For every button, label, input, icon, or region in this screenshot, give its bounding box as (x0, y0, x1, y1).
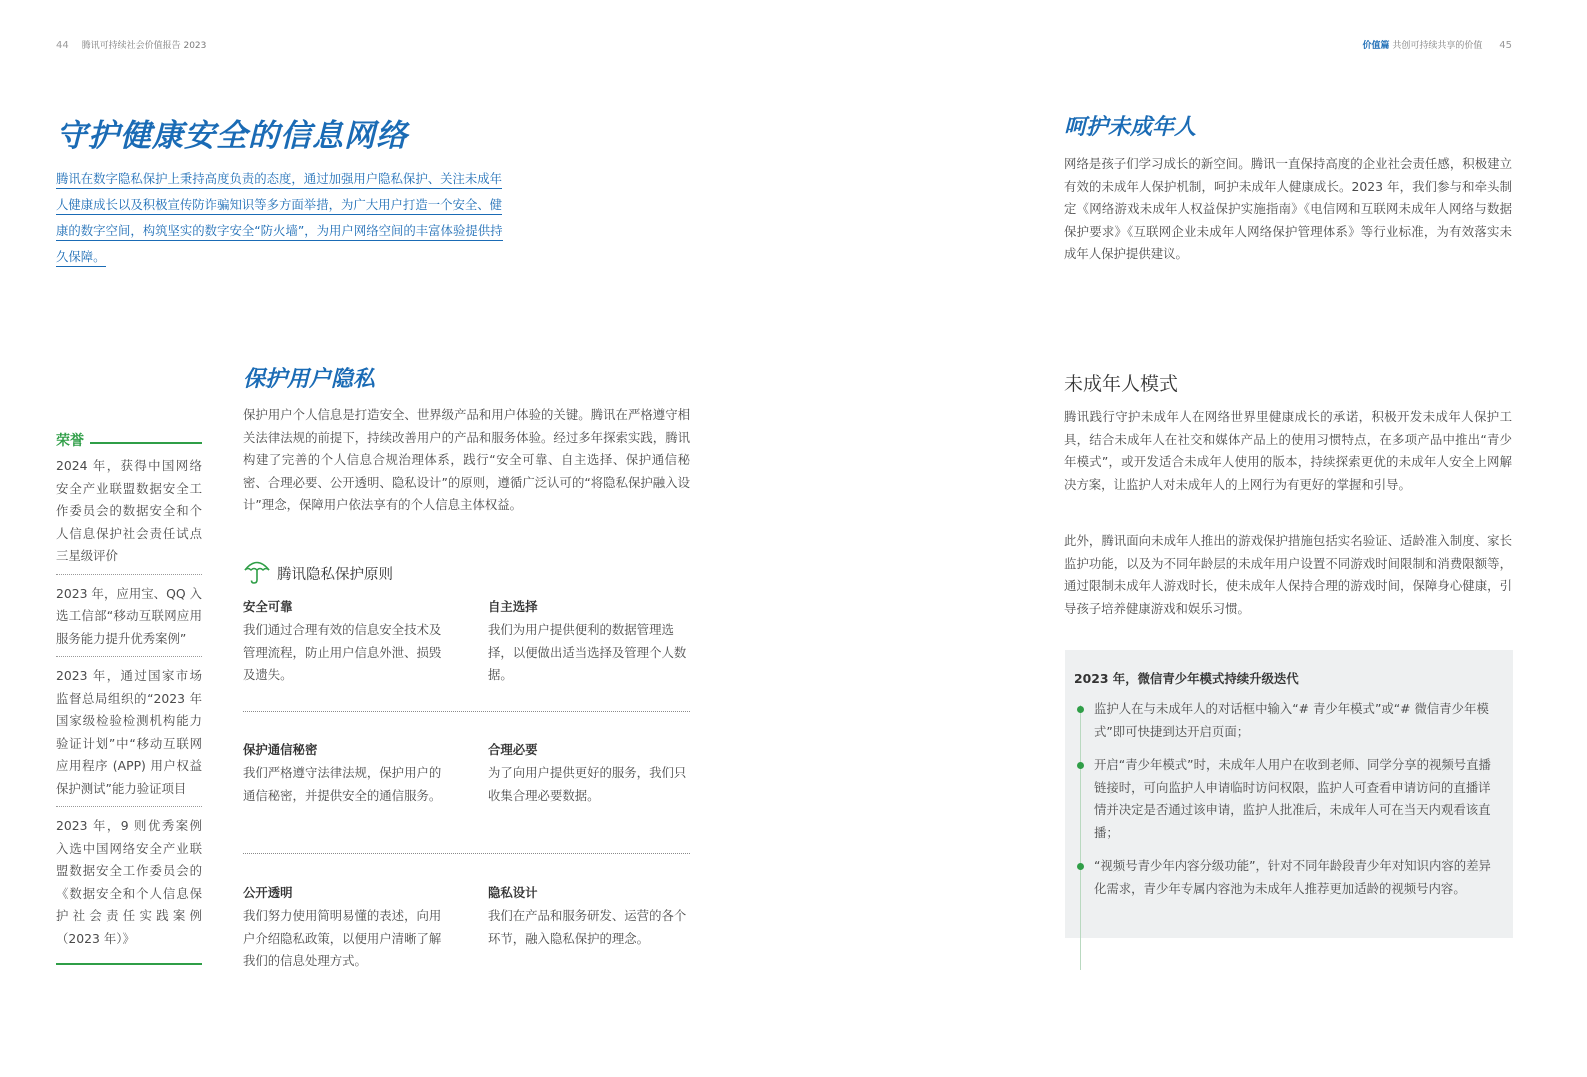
privacy-body: 保护用户个人信息是打造安全、世界级产品和用户体验的关键。腾讯在严格遵守相关法律法规的前提下，持续改善用户的产品和服务体验。经过多年探索实践，腾讯构建了完善的个人信息合规治理体系，践行“安全可靠、自主选择、保护通信秘密、合理必要、公开透明、隐私设计”的原则，遵循广泛认可的“将隐私保护融入设计”理念，保障用户依法享有的个人信息主体权益。 (243, 407, 690, 512)
highlight-item: 监护人在与未成年人的对话框中输入“# 青少年模式”或“# 微信青少年模式”即可快捷到达开启页面； (1094, 701, 1489, 739)
principle-desc: 为了向用户提供更好的服务，我们只收集合理必要数据。 (488, 765, 687, 803)
principle-title: 隐私设计 (488, 885, 538, 900)
honor-item: 2023 年，通过国家市场监督总局组织的“2023 年国家级检验检测机构能力验证计划”中“移动互联网应用程序 (APP) 用户权益保护测试”能力验证项目 (56, 663, 202, 807)
principle-card (243, 597, 448, 687)
principle-desc: 我们努力使用简明易懂的表述，向用户介绍隐私政策，以便用户清晰了解我们的信息处理方式。 (243, 908, 442, 968)
header-right (1362, 38, 1512, 51)
bullet-dot-icon (1077, 863, 1084, 870)
bullet-dot-icon (1077, 706, 1084, 713)
intro-paragraph (56, 166, 508, 270)
honor-rule (90, 442, 202, 444)
highlight-box (1065, 650, 1513, 938)
principle-card (243, 740, 448, 807)
principles-divider (243, 711, 690, 712)
principle-desc: 我们在产品和服务研发、运营的各个环节，融入隐私保护的理念。 (488, 908, 687, 946)
minor-mode-para1: 腾讯践行守护未成年人在网络世界里健康成长的承诺，积极开发未成年人保护工具，结合未成年人在社交和媒体产品上的使用习惯特点，在多项产品中推出“青少年模式”，或开发适合未成年人使用的版本，持续探索更优的未成年人安全上网解决方案，让监护人对未成年人的上网行为有更好的掌握和引导。 (1064, 409, 1512, 492)
honor-item: 2023 年，9 则优秀案例入选中国网络安全产业联盟数据安全工作委员会的《数据安全和个人信息保护社会责任实践案例（2023 年）》 (56, 818, 202, 946)
page-title: 守护健康安全的信息网络 (56, 118, 408, 154)
principle-card (243, 883, 448, 973)
privacy-title: 保护用户隐私 (243, 367, 376, 392)
page-number-right: 45 (1499, 40, 1512, 51)
minors-title: 呵护未成年人 (1064, 115, 1197, 140)
report-title: 腾讯可持续社会价值报告 2023 (81, 41, 207, 51)
highlight-item: 开启“青少年模式”时，未成年人用户在收到老师、同学分享的视频号直播链接时，可向监护人申请临时访问权限，监护人可查看申请访问的直播详情并决定是否通过该申请，监护人批准后，未成年人可在当天内观看该直播； (1094, 757, 1491, 840)
minor-mode-title: 未成年人模式 (1064, 373, 1179, 395)
principle-desc: 我们通过合理有效的信息安全技术及管理流程，防止用户信息外泄、损毁及遗失。 (243, 622, 442, 682)
principle-title: 自主选择 (488, 599, 538, 614)
highlight-item: “视频号青少年内容分级功能”，针对不同年龄段青少年对知识内容的差异化需求，青少年专属内容池为未成年人推荐更加适龄的视频号内容。 (1094, 858, 1491, 896)
honor-item: 2024 年，获得中国网络安全产业联盟数据安全工作委员会的数据安全和个人信息保护社会责任试点三星级评价 (56, 453, 202, 575)
intro-text: 腾讯在数字隐私保护上秉持高度负责的态度，通过加强用户隐私保护、关注未成年人健康成长以及积极宣传防诈骗知识等多方面举措，为广大用户打造一个安全、健康的数字空间，构筑坚实的数字安全“防火墙”，为用户网络空间的丰富体验提供持久保障。 (56, 171, 503, 267)
principle-card (488, 883, 693, 950)
minors-body: 网络是孩子们学习成长的新空间。腾讯一直保持高度的企业社会责任感，积极建立有效的未成年人保护机制，呵护未成年人健康成长。2023 年，我们参与和牵头制定《网络游戏未成年人权益保护实施指南》《电信网和互联网未成年人网络与数据保护要求》《互联网企业未成年人网络保护管理体系》等行业标准，为有效落实未成年人保护提供建议。 (1064, 156, 1512, 261)
principle-desc: 我们严格遵守法律法规，保护用户的通信秘密，并提供安全的通信服务。 (243, 765, 442, 803)
page-number-left: 44 (56, 40, 69, 51)
principles-header (243, 557, 393, 589)
principle-title: 安全可靠 (243, 599, 293, 614)
principle-card (488, 740, 693, 807)
section-subtitle: 共创可持续共享的价值 (1392, 41, 1483, 51)
principles-divider (243, 853, 690, 854)
principle-desc: 我们为用户提供便利的数据管理选择，以便做出适当选择及管理个人数据。 (488, 622, 687, 682)
principle-title: 合理必要 (488, 742, 538, 757)
honor-header (56, 430, 202, 450)
bullet-dot-icon (1077, 762, 1084, 769)
honor-end-rule (56, 963, 202, 965)
highlight-title: 2023 年，微信青少年模式持续升级迭代 (1074, 671, 1299, 686)
section-accent: 价值篇 (1362, 41, 1390, 51)
principles-title: 腾讯隐私保护原则 (277, 566, 393, 583)
timeline-line (1080, 705, 1081, 970)
header-left (56, 38, 206, 51)
principle-card (488, 597, 693, 687)
honor-label: 荣誉 (56, 433, 84, 449)
principle-title: 保护通信秘密 (243, 742, 318, 757)
minor-mode-para2: 此外，腾讯面向未成年人推出的游戏保护措施包括实名验证、适龄准入制度、家长监护功能，以及为不同年龄层的未成年用户设置不同游戏时间限制和消费限额等，通过限制未成年人游戏时长，使未成年人保持合理的游戏时间，保障身心健康，引导孩子培养健康游戏和娱乐习惯。 (1064, 533, 1512, 616)
umbrella-icon (243, 557, 271, 589)
honor-list (56, 453, 202, 962)
honor-item: 2023 年，应用宝、QQ 入选工信部“移动互联网应用服务能力提升优秀案例” (56, 581, 202, 658)
principle-title: 公开透明 (243, 885, 293, 900)
